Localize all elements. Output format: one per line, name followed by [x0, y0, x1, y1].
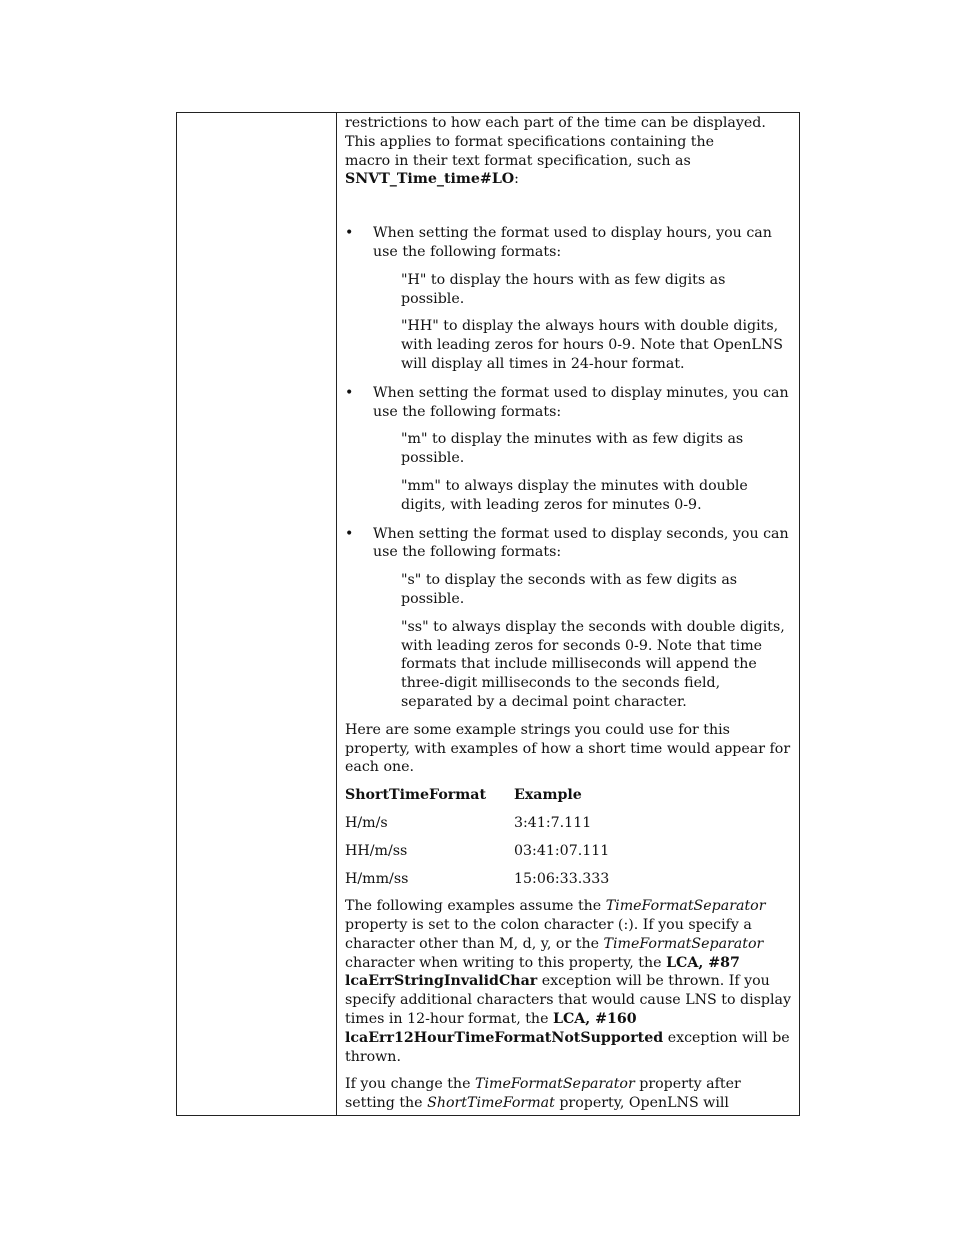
examples-intro: Here are some example strings you could use for this property, with examples of how a short time would appear for each one.	[345, 721, 791, 776]
column-header: Example	[514, 787, 582, 804]
intro-paragraph	[345, 114, 793, 189]
separator-property: TimeFormatSeparator	[474, 1076, 635, 1093]
table-left-column	[177, 113, 337, 1115]
short-time-format-property: ShortTimeFormat	[427, 1095, 555, 1112]
minutes-bullet-text: When setting the format used to display minutes, you can use the following formats:	[373, 384, 789, 420]
table-row	[345, 814, 793, 833]
format-ss: "ss" to always display the seconds with double digits, with leading zeros for seconds 0-9. Note that time formats that include milliseconds will append the three-digit milliseconds to the seconds field, separated by a decimal point character.	[401, 618, 785, 710]
format-cell: H/mm/ss	[345, 870, 409, 887]
format-h: "H" to display the hours with as few digits as possible.	[401, 271, 726, 307]
separator-paragraph: The following examples assume the TimeFormatSeparator property is set to the colon character (:). If you specify a character other than M, d, y, or the TimeFormatSeparator character when writing to this property, the LCA, #87 lcaErrStringInvalidChar exception will be thrown. If you specify additional characters that would cause LNS to display times in 12-hour format, the LCA, #160 lcaErr12HourTimeFormatNotSupported exception will be thrown.	[345, 898, 791, 1065]
column-header: ShortTimeFormat	[345, 787, 487, 804]
minutes-bullet	[345, 384, 793, 422]
separator-property: TimeFormatSeparator	[603, 935, 764, 952]
table-row	[345, 842, 793, 861]
seconds-bullet	[345, 525, 793, 563]
error-code: LCA, #160 lcaErr12HourTimeFormatNotSupported	[345, 1011, 664, 1046]
table-right-column	[345, 113, 793, 1115]
macro-code: SNVT_Time_time#LO	[345, 171, 515, 188]
format-cell: H/m/s	[345, 814, 388, 831]
example-cell: 3:41:7.111	[514, 814, 592, 831]
format-cell: HH/m/ss	[345, 842, 408, 859]
example-cell: 03:41:07.111	[514, 842, 610, 859]
intro-line: restrictions to how each part of the time can be displayed.	[345, 115, 766, 131]
bullet-icon: •	[345, 384, 354, 401]
table-row	[345, 870, 793, 889]
hours-bullet-text: When setting the format used to display hours, you can use the following formats:	[373, 225, 772, 260]
format-hh: "HH" to display the always hours with double digits, with leading zeros for hours 0-9. Note that OpenLNS will display all times in 24-hour format.	[401, 318, 783, 372]
intro-line: macro in their text format specification, such as	[345, 152, 691, 169]
examples-header-row	[345, 786, 793, 805]
bullet-icon: •	[345, 525, 354, 542]
bullet-icon: •	[345, 225, 354, 242]
format-s: "s" to display the seconds with as few digits as possible.	[401, 572, 738, 607]
intro-line: SNVT_Time_time#LO:	[345, 171, 519, 188]
hours-bullet	[345, 224, 793, 262]
seconds-bullet-text: When setting the format used to display seconds, you can use the following formats:	[373, 525, 789, 561]
property-table	[176, 112, 800, 1116]
separator-property: TimeFormatSeparator	[605, 898, 766, 915]
error-code: LCA, #87 lcaErrStringInvalidChar	[345, 954, 740, 990]
format-m: "m" to display the minutes with as few digits as possible.	[401, 431, 744, 467]
change-paragraph: If you change the TimeFormatSeparator property after setting the ShortTimeFormat property, OpenLNS will	[345, 1076, 741, 1112]
format-mm: "mm" to always display the minutes with double digits, with leading zeros for minutes 0-9.	[401, 477, 748, 513]
intro-line: This applies to format specifications containing the	[345, 133, 715, 150]
example-cell: 15:06:33.333	[514, 870, 610, 887]
